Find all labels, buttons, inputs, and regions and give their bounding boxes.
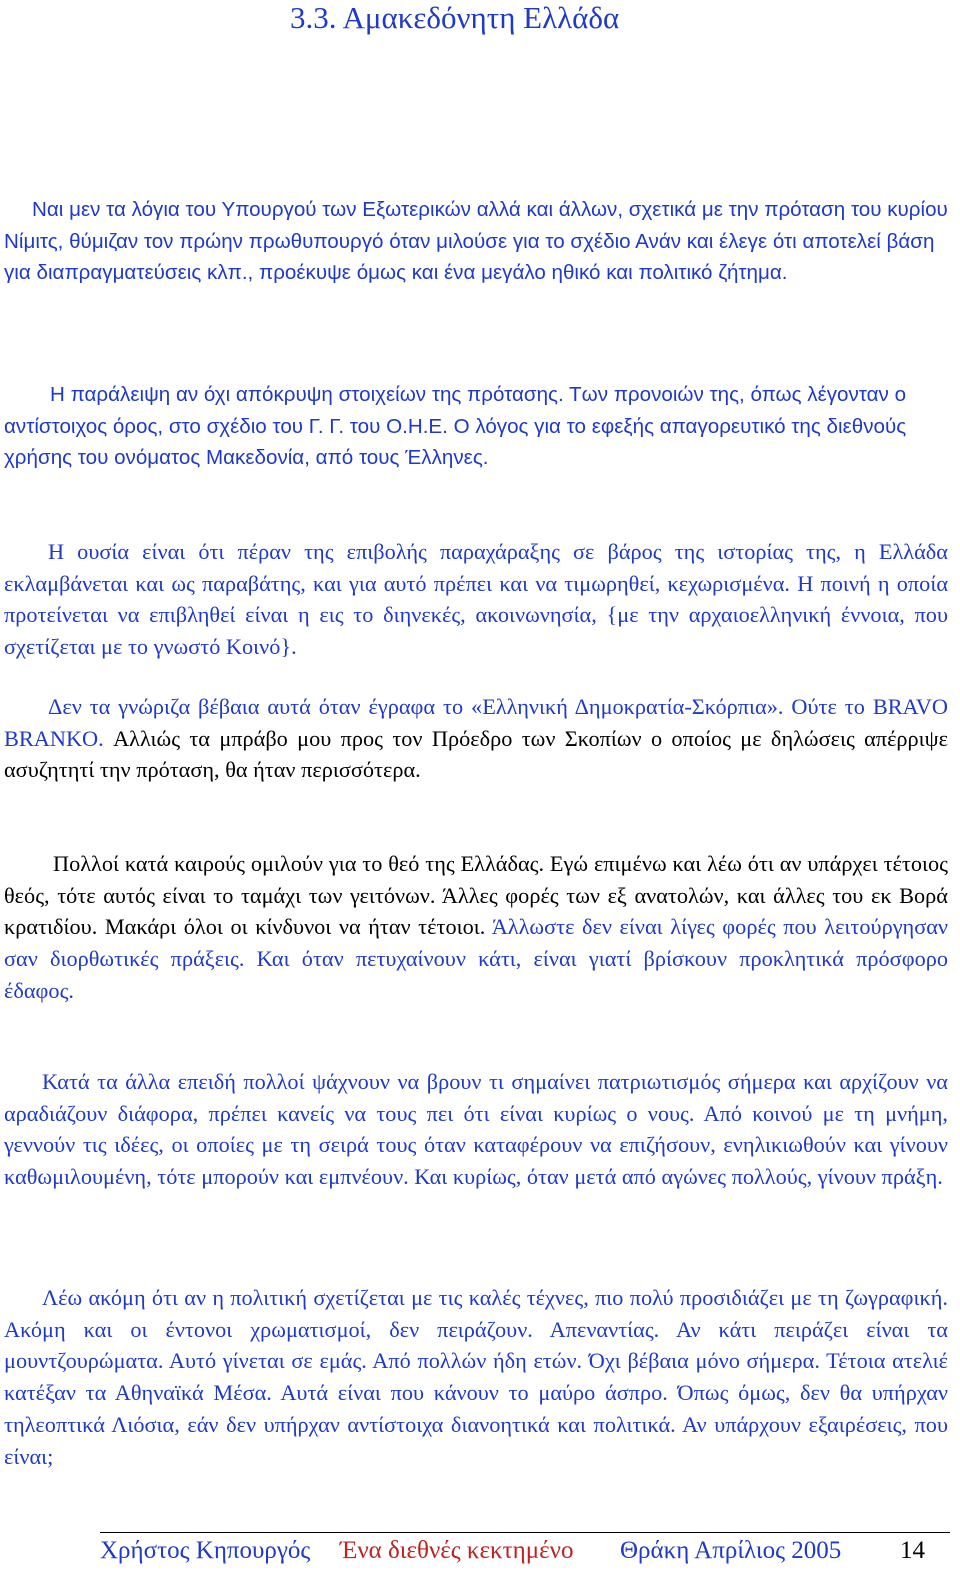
- footer-author: Χρήστος Κηπουργός: [100, 1537, 311, 1564]
- footer-page-number: 14: [900, 1537, 925, 1564]
- footer-place-date: Θράκη Απρίλιος 2005: [620, 1537, 842, 1564]
- footer-divider: [100, 1532, 950, 1533]
- paragraph-1: Ναι μεν τα λόγια του Υπουργού των Εξωτερικών αλλά και άλλων, σχετικά με την πρόταση του κυρίου Νίμιτς, θύμιζαν τον πρώην πρωθυπουργό όταν μιλούσε για το σχέδιο Ανάν και έλεγε ότι αποτελεί βάση για διαπραγματεύσεις κλπ., προέκυψε όμως και ένα μεγάλο ηθικό και πολιτικό ζήτημα.: [4, 198, 948, 285]
- paragraph-4-part-b: Αλλιώς τα μπράβο μου προς τον Πρόεδρο των Σκοπίων ο οποίος με δηλώσεις απέρριψε ασυζητητί την πρόταση, θα ήταν περισσότερα.: [4, 725, 948, 783]
- paragraph-6: Κατά τα άλλα επειδή πολλοί ψάχνουν να βρουν τι σημαίνει πατριωτισμός σήμερα και αρχίζουν να αραδιάζουν διάφορα, πρέπει κανείς να τους πει ότι είναι κυρίως ο νους. Από κοινού με τη μνήμη, γεννούν τις ιδέες, οι οποίες με τη σειρά τους όταν καταφέρουν να επιζήσουν, ενηλικιωθούν και γίνουν καθωμιλουμένη, τότε μπορούν και εμπνέουν. Και κυρίως, όταν μετά από αγώνες πολλούς, γίνουν πράξη.: [4, 1069, 948, 1190]
- paragraph-4: [4, 691, 948, 786]
- page-heading: 3.3. Αμακεδόνητη Ελλάδα: [290, 0, 620, 35]
- paragraph-5-part-a: Πολλοί κατά καιρούς ομιλούν για το θεό της Ελλάδας. Εγώ επιμένω και λέω ότι αν υπάρχει τέτοιος θεός, τότε αυτός είναι το ταμάχι των γειτόνων. Άλλες φορές των εξ ανατολών, και άλλες του εκ Βορά κρατιδίου. Μακάρι όλοι οι κίνδυνοι να ήταν τέτοιοι.: [4, 851, 948, 940]
- paragraph-4-part-a: Δεν τα γνώριζα βέβαια αυτά όταν έγραφα το «Ελληνική Δημοκρατία-Σκόρπια». Ούτε το BRAVO BRANKO.: [4, 694, 948, 751]
- footer-book-title: Ένα διεθνές κεκτημένο: [340, 1537, 574, 1564]
- paragraph-5: [4, 848, 948, 1007]
- paragraph-7: Λέω ακόμη ότι αν η πολιτική σχετίζεται με τις καλές τέχνες, πιο πολύ προσιδιάζει με τη ζωγραφική. Ακόμη και οι έντονοι χρωματισμοί, δεν πειράζουν. Απεναντίας. Αν κάτι πειράζει είναι τα μουντζουρώματα. Αυτό γίνεται σε εμάς. Από πολλών ήδη ετών. Όχι βέβαια μόνο σήμερα. Τέτοια ατελιέ κατέξαν τα Αθηναϊκά Μέσα. Αυτά είναι που κάνουν το μαύρο άσπρο. Όπως όμως, δεν θα υπήρχαν τηλεοπτικά Λιόσια, εάν δεν υπήρχαν αντίστοιχα διανοητικά και πολιτικά. Αν υπάρχουν εξαιρέσεις, που είναι;: [4, 1285, 948, 1469]
- paragraph-3: Η ουσία είναι ότι πέραν της επιβολής παραχάραξης σε βάρος της ιστορίας της, η Ελλάδα εκλαμβάνεται και ως παραβάτης, και για αυτό πρέπει και να τιμωρηθεί, κεχωρισμένα. Η ποινή η οποία προτείνεται να επιβληθεί είναι η εις το διηνεκές, ακοινωνησία, {με την αρχαιοελληνική έννοια, που σχετίζεται με το γνωστό Κοινό}.: [4, 539, 948, 660]
- paragraph-2: Η παράλειψη αν όχι απόκρυψη στοιχείων της πρότασης. Των προνοιών της, όπως λέγονταν ο αντίστοιχος όρος, στο σχέδιο του Γ. Γ. του Ο.Η.Ε. Ο λόγος για το εφεξής απαγορευτικό της διεθνούς χρήσης του ονόματος Μακεδονία, από τους Έλληνες.: [4, 383, 907, 470]
- paragraph-5-part-b: Άλλωστε δεν είναι λίγες φορές που λειτούργησαν σαν διορθωτικές πράξεις. Και όταν πετυχαίνουν κάτι, είναι γιατί βρίσκουν προκλητικά πρόσφορο έδαφος.: [4, 914, 948, 1003]
